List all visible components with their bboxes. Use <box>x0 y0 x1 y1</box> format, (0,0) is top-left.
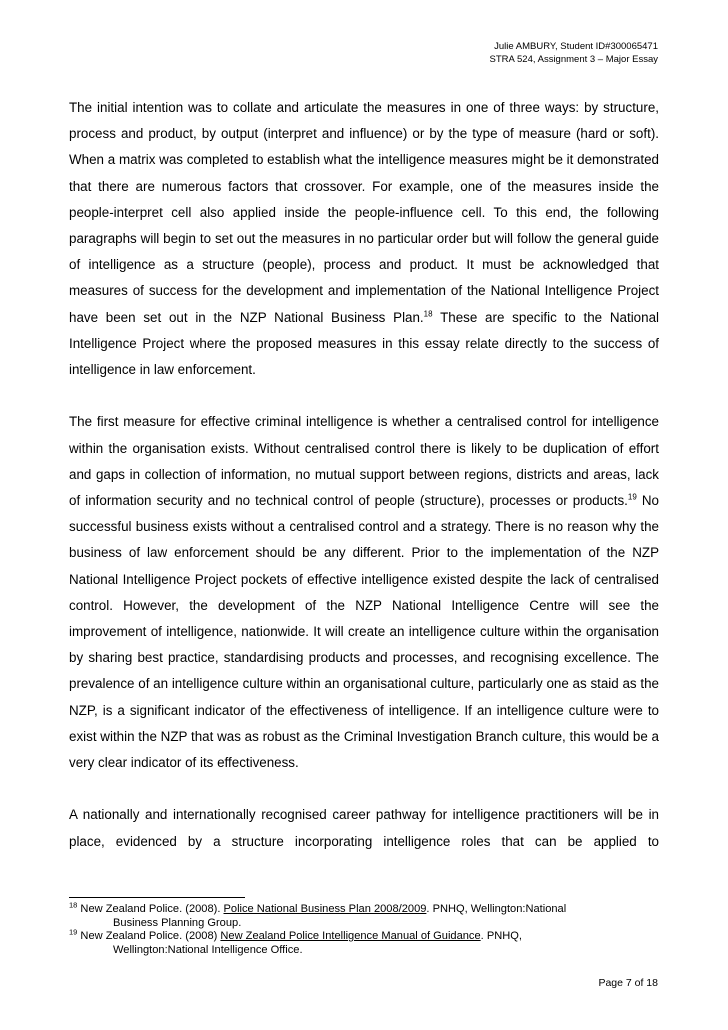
footnotes <box>69 900 669 957</box>
footnote-19 <box>69 927 669 957</box>
paragraph-1-text: The initial intention was to collate and articulate the measures in one of three ways: by structure, process and product, by output (interpret and influence) or by the type of measure (hard or soft). When a matrix was completed to establish what the intelligence measures might be it demonstrated that there are numerous factors that crossover. For example, one of the measures inside the people-interpret cell also applied inside the people-influence cell. To this end, the following paragraphs will begin to set out the measures in no particular order but will follow the general guide of intelligence as a structure (people), process and product. It must be acknowledged that measures of success for the development and implementation of the National Intelligence Project have been set out in the NZP National Business Plan. <box>69 100 659 325</box>
paragraph-1 <box>69 95 659 383</box>
footnote-separator <box>69 897 245 898</box>
footnote-18 <box>69 900 669 930</box>
footnote-ref-18: 18 <box>423 309 433 319</box>
paragraph-3: A nationally and internationally recognised career pathway for intelligence practitioners will be in place, evidenced by a structure incorporating intelligence roles that can be applied to <box>69 807 659 849</box>
paragraph-2 <box>69 409 659 776</box>
footnote-ref-19: 19 <box>627 492 637 502</box>
page-number: Page 7 of 18 <box>598 977 658 989</box>
footnote-continuation: Business Planning Group. <box>113 916 242 929</box>
paragraph-2-text-cont: No successful business exists without a centralised control and a strategy. There is no reason why the business of law enforcement should be any different. Prior to the implementation of the NZP National Intelligence Project pockets of effective intelligence existed despite the lack of centralised control. However, the development of the NZP National Intelligence Centre will see the improvement of intelligence, nationwide. It will create an intelligence culture within the organisation by sharing best practice, standardising products and processes, and recognising excellence. The prevalence of an intelligence culture within an organisational culture, particularly one as staid as the NZP, is a significant indicator of the effectiveness of intelligence. If an intelligence culture were to exist within the NZP that was as robust as the Criminal Investigation Branch culture, this would be a very clear indicator of its effectiveness. <box>69 493 659 771</box>
header-author-line: Julie AMBURY, Student ID#300065471 <box>494 41 658 52</box>
footnote-number: 19 <box>69 927 78 937</box>
footnote-title: New Zealand Police Intelligence Manual of Guidance <box>220 930 481 943</box>
essay-body <box>69 95 659 855</box>
footnote-text: . PNHQ, <box>480 930 522 943</box>
paragraph-1-text-cont: These are specific to the National Intelligence Project where the proposed measures in this essay relate directly to the success of intelligence in law enforcement. <box>69 309 659 378</box>
paragraph-2-text: The first measure for effective criminal intelligence is whether a centralised control for intelligence within the organisation exists. Without centralised control there is likely to be duplication of effort and gaps in collection of information, no mutual support between regions, districts and areas, lack of information security and no technical control of people (structure), processes or products. <box>69 414 659 509</box>
footnote-continuation: Wellington:National Intelligence Office. <box>113 943 303 956</box>
page-header <box>490 40 658 66</box>
footnote-number: 18 <box>69 900 78 910</box>
footnote-text: . PNHQ, Wellington:National <box>426 903 567 915</box>
header-course-line: STRA 524, Assignment 3 – Major Essay <box>489 54 658 65</box>
footnote-text: New Zealand Police. (2008). <box>77 903 224 915</box>
footnote-text: New Zealand Police. (2008) <box>77 930 221 943</box>
footnote-title: Police National Business Plan 2008/2009 <box>223 903 427 915</box>
